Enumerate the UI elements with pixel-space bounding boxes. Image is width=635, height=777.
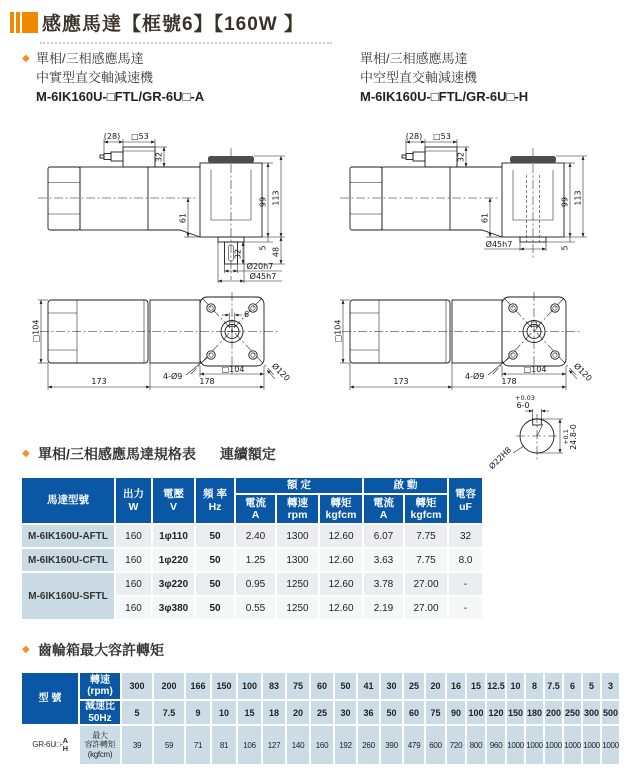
spec-cell: 160 xyxy=(115,572,152,596)
spec-cell: 3.63 xyxy=(363,548,404,572)
dim-label: 173 xyxy=(393,377,409,386)
motor-spec-table xyxy=(20,476,484,621)
spec-cell: 12.60 xyxy=(319,524,363,548)
dim-label: 6 xyxy=(244,310,250,319)
spec-cell: 27.00 xyxy=(404,596,448,620)
spec-cell: 3.78 xyxy=(363,572,404,596)
gear-speed-cell: 15 xyxy=(466,672,486,700)
dim-label: 113 xyxy=(573,190,583,206)
dim-label: 99 xyxy=(258,196,268,208)
spec-header-rated-speed: 轉速 rpm xyxy=(276,494,319,524)
dim-label: 32 xyxy=(154,151,164,163)
dim-label: □104 xyxy=(31,319,41,343)
spec-cell: 1300 xyxy=(276,524,319,548)
spec-cell: 7.75 xyxy=(404,524,448,548)
gear-ratio-row xyxy=(21,700,620,725)
gear-torque-cell: 1000 xyxy=(563,725,582,765)
gear-ratio-cell: 150 xyxy=(506,700,525,725)
dim-label: 32 xyxy=(233,248,243,260)
dim-label: 32 xyxy=(456,151,466,163)
gear-speed-cell: 25 xyxy=(403,672,425,700)
gear-ratio-cell: 50 xyxy=(380,700,403,725)
intro-right-model: M-6IK160U-□FTL/GR-6U□-H xyxy=(360,89,529,104)
gear-speed-cell: 8 xyxy=(525,672,544,700)
drawing-side-view-hollow-shaft xyxy=(332,130,632,290)
spec-cell-model: M-6IK160U-CFTL xyxy=(21,548,115,572)
gear-model-variant-a: A xyxy=(62,736,68,746)
spec-cell: 6.07 xyxy=(363,524,404,548)
spec-cell: 2.40 xyxy=(235,524,276,548)
spec-cell: 12.60 xyxy=(319,596,363,620)
dim-label: 61 xyxy=(178,212,188,224)
dim-label: 178 xyxy=(501,377,517,386)
dim-label: 178 xyxy=(199,377,215,386)
dim-label: 5 xyxy=(258,245,268,251)
gear-torque-cell: 1000 xyxy=(506,725,525,765)
gear-speed-cell: 50 xyxy=(334,672,357,700)
spec-cell: 1φ110 xyxy=(152,524,195,548)
spec-cell: 32 xyxy=(448,524,483,548)
gear-ratio-cell: 100 xyxy=(466,700,486,725)
gear-speed-cell: 5 xyxy=(582,672,601,700)
gear-speed-cell: 3 xyxy=(601,672,620,700)
dim-label: +0.1 xyxy=(562,429,570,445)
gear-torque-cell: 1000 xyxy=(525,725,544,765)
spec-cell: 7.75 xyxy=(404,548,448,572)
gear-ratio-cell: 120 xyxy=(486,700,506,725)
gear-ratio-cell: 20 xyxy=(286,700,310,725)
dim-label: 113 xyxy=(271,190,281,206)
spec-cell: 50 xyxy=(195,596,235,620)
spec-header-start-torque: 轉矩 kgfcm xyxy=(404,494,448,524)
gear-ratio-cell: 200 xyxy=(544,700,563,725)
spec-header-rated-torque: 轉矩 kgfcm xyxy=(319,494,363,524)
dim-label: Ø22H8 xyxy=(487,445,514,472)
dim-label: 6-0 xyxy=(516,401,530,410)
gear-ratio-cell: 25 xyxy=(310,700,334,725)
spec-cell: 160 xyxy=(115,596,152,620)
spec-section-subtitle: 連續額定 xyxy=(219,446,276,462)
dim-label: □104 xyxy=(523,365,547,374)
spec-header-model: 馬達型號 xyxy=(21,477,115,524)
spec-row xyxy=(21,572,483,596)
gear-torque-cell: 1000 xyxy=(544,725,563,765)
gear-speed-cell: 100 xyxy=(237,672,262,700)
gear-ratio-cell: 30 xyxy=(334,700,357,725)
gear-torque-cell: 81 xyxy=(211,725,237,765)
gear-torque-cell: 127 xyxy=(262,725,286,765)
gear-speed-cell: 166 xyxy=(185,672,211,700)
gear-torque-cell: 960 xyxy=(486,725,506,765)
dim-label: Ø20h7 xyxy=(246,262,274,271)
gear-ratio-cell: 5 xyxy=(121,700,153,725)
gear-speed-cell: 12.5 xyxy=(486,672,506,700)
spec-header-cap: 電容 uF xyxy=(448,477,483,524)
dim-label: 24.8-0 xyxy=(569,424,578,450)
spec-cell: 1φ220 xyxy=(152,548,195,572)
gear-model-header: 型 號 xyxy=(21,672,79,725)
gear-speed-header: 轉速 (rpm) xyxy=(79,672,121,700)
gearbox-torque-table xyxy=(20,671,621,766)
intro-right-line1: 單相/三相感應馬達 xyxy=(360,51,468,66)
spec-header-rated-current: 電流 A xyxy=(235,494,276,524)
gear-speed-cell: 200 xyxy=(153,672,185,700)
gear-speed-cell: 60 xyxy=(310,672,334,700)
spec-cell: 1250 xyxy=(276,572,319,596)
spec-cell: 0.55 xyxy=(235,596,276,620)
gear-speed-cell: 41 xyxy=(357,672,380,700)
intro-left-line1: 單相/三相感應馬達 xyxy=(36,51,144,66)
spec-cell-model: M-6IK160U-AFTL xyxy=(21,524,115,548)
gear-torque-cell: 140 xyxy=(286,725,310,765)
drawing-top-view-solid xyxy=(30,290,330,430)
gear-torque-cell: 106 xyxy=(237,725,262,765)
spec-header-output: 出力 W xyxy=(115,477,152,524)
spec-cell: 27.00 xyxy=(404,572,448,596)
spec-cell: 1300 xyxy=(276,548,319,572)
spec-cell: 160 xyxy=(115,524,152,548)
gear-torque-cell: 390 xyxy=(380,725,403,765)
dim-label: 99 xyxy=(560,196,570,208)
gear-torque-cell: 71 xyxy=(185,725,211,765)
drawing-top-view-hollow xyxy=(332,290,632,475)
page-title: 感應馬達【框號6】【160W 】 xyxy=(42,14,304,35)
spec-cell: 160 xyxy=(115,548,152,572)
gear-ratio-cell: 60 xyxy=(403,700,425,725)
spec-cell: - xyxy=(448,572,483,596)
dim-label: □104 xyxy=(221,365,245,374)
dim-label: +0.03 xyxy=(515,394,535,402)
gear-ratio-cell: 15 xyxy=(237,700,262,725)
dim-label: (28) xyxy=(103,132,121,141)
spec-section-title xyxy=(38,444,276,464)
dim-label: (28) xyxy=(405,132,423,141)
gear-torque-header: 最大 容許轉矩 (kgfcm) xyxy=(79,725,121,765)
title-underline xyxy=(40,42,332,44)
gear-speed-cell: 30 xyxy=(380,672,403,700)
gear-model-cell xyxy=(21,725,79,765)
gear-speed-cell: 300 xyxy=(121,672,153,700)
dim-label: 5 xyxy=(560,245,570,251)
spec-header-voltage: 電壓 V xyxy=(152,477,195,524)
gear-ratio-cell: 500 xyxy=(601,700,620,725)
gear-ratio-cell: 9 xyxy=(185,700,211,725)
spec-cell: 8.0 xyxy=(448,548,483,572)
dim-label: □53 xyxy=(131,132,149,141)
spec-cell: 3φ220 xyxy=(152,572,195,596)
gear-ratio-cell: 180 xyxy=(525,700,544,725)
gear-torque-cell: 1000 xyxy=(601,725,620,765)
dim-label: Ø45h7 xyxy=(485,240,513,249)
intro-left-line2: 中實型直交軸減速機 xyxy=(36,70,154,85)
gear-speed-cell: 7.5 xyxy=(544,672,563,700)
dim-label: Ø120 xyxy=(269,361,292,384)
spec-cell-model: M-6IK160U-SFTL xyxy=(21,572,115,620)
gear-torque-cell: 720 xyxy=(446,725,466,765)
drawing-side-view-solid-shaft xyxy=(30,130,330,290)
gear-ratio-cell: 7.5 xyxy=(153,700,185,725)
gear-speed-cell: 16 xyxy=(446,672,466,700)
gear-ratio-cell: 75 xyxy=(425,700,446,725)
gear-torque-cell: 39 xyxy=(121,725,153,765)
gear-model-variant-h: H xyxy=(62,744,68,753)
dim-label: 4-Ø9 xyxy=(465,372,485,381)
section-marker-icon xyxy=(10,12,38,33)
gear-torque-cell: 800 xyxy=(466,725,486,765)
gear-speed-cell: 20 xyxy=(425,672,446,700)
gear-speed-cell: 83 xyxy=(262,672,286,700)
spec-header-rated: 額 定 xyxy=(235,477,363,494)
gear-ratio-header: 減速比 50Hz xyxy=(79,700,121,725)
spec-cell: 3φ380 xyxy=(152,596,195,620)
spec-row xyxy=(21,524,483,548)
intro-right-line2: 中空型直交軸減速機 xyxy=(360,70,478,85)
spec-row xyxy=(21,548,483,572)
dim-label: 61 xyxy=(480,212,490,224)
gear-ratio-cell: 36 xyxy=(357,700,380,725)
spec-header-start-current: 電流 A xyxy=(363,494,404,524)
gear-ratio-cell: 10 xyxy=(211,700,237,725)
spec-cell: 0.95 xyxy=(235,572,276,596)
spec-cell: 2.19 xyxy=(363,596,404,620)
intro-right xyxy=(360,49,528,106)
dim-label: 4-Ø9 xyxy=(163,372,183,381)
gear-ratio-cell: 250 xyxy=(563,700,582,725)
gear-torque-cell: 59 xyxy=(153,725,185,765)
dim-label: 173 xyxy=(91,377,107,386)
dim-label: Ø45h7 xyxy=(249,272,277,281)
spec-header-freq: 頻 率 Hz xyxy=(195,477,235,524)
gear-torque-cell: 1000 xyxy=(582,725,601,765)
gear-speed-cell: 150 xyxy=(211,672,237,700)
spec-cell: 1250 xyxy=(276,596,319,620)
dim-label: Ø120 xyxy=(571,361,594,384)
gear-torque-cell: 260 xyxy=(357,725,380,765)
dim-label: 48 xyxy=(271,246,281,258)
spec-cell: 12.60 xyxy=(319,572,363,596)
gear-torque-cell: 160 xyxy=(310,725,334,765)
bullet-diamond-icon: ◆ xyxy=(22,53,30,64)
spec-cell: 50 xyxy=(195,572,235,596)
spec-cell: 50 xyxy=(195,524,235,548)
gear-speed-cell: 6 xyxy=(563,672,582,700)
gear-speed-row xyxy=(21,672,620,700)
spec-cell: 50 xyxy=(195,548,235,572)
spec-cell: - xyxy=(448,596,483,620)
intro-left-model: M-6IK160U-□FTL/GR-6U□-A xyxy=(36,89,205,104)
gear-torque-row xyxy=(21,725,620,765)
gear-section-title: 齒輪箱最大容許轉矩 xyxy=(38,642,164,658)
gear-ratio-cell: 90 xyxy=(446,700,466,725)
spec-header-start: 啟 動 xyxy=(363,477,448,494)
bullet-diamond-icon: ◆ xyxy=(22,644,30,655)
gear-ratio-cell: 300 xyxy=(582,700,601,725)
bullet-diamond-icon: ◆ xyxy=(22,448,30,459)
spec-cell: 12.60 xyxy=(319,548,363,572)
intro-left xyxy=(36,49,204,106)
spec-cell: 1.25 xyxy=(235,548,276,572)
gear-model-prefix: GR-6U□- xyxy=(32,740,63,750)
gear-torque-cell: 192 xyxy=(334,725,357,765)
gear-ratio-cell: 18 xyxy=(262,700,286,725)
gear-speed-cell: 10 xyxy=(506,672,525,700)
spec-section-title-text: 單相/三相感應馬達規格表 xyxy=(38,446,196,462)
gear-torque-cell: 600 xyxy=(425,725,446,765)
dim-label: □104 xyxy=(333,319,343,343)
gear-speed-cell: 75 xyxy=(286,672,310,700)
gear-torque-cell: 479 xyxy=(403,725,425,765)
dim-label: □53 xyxy=(433,132,451,141)
